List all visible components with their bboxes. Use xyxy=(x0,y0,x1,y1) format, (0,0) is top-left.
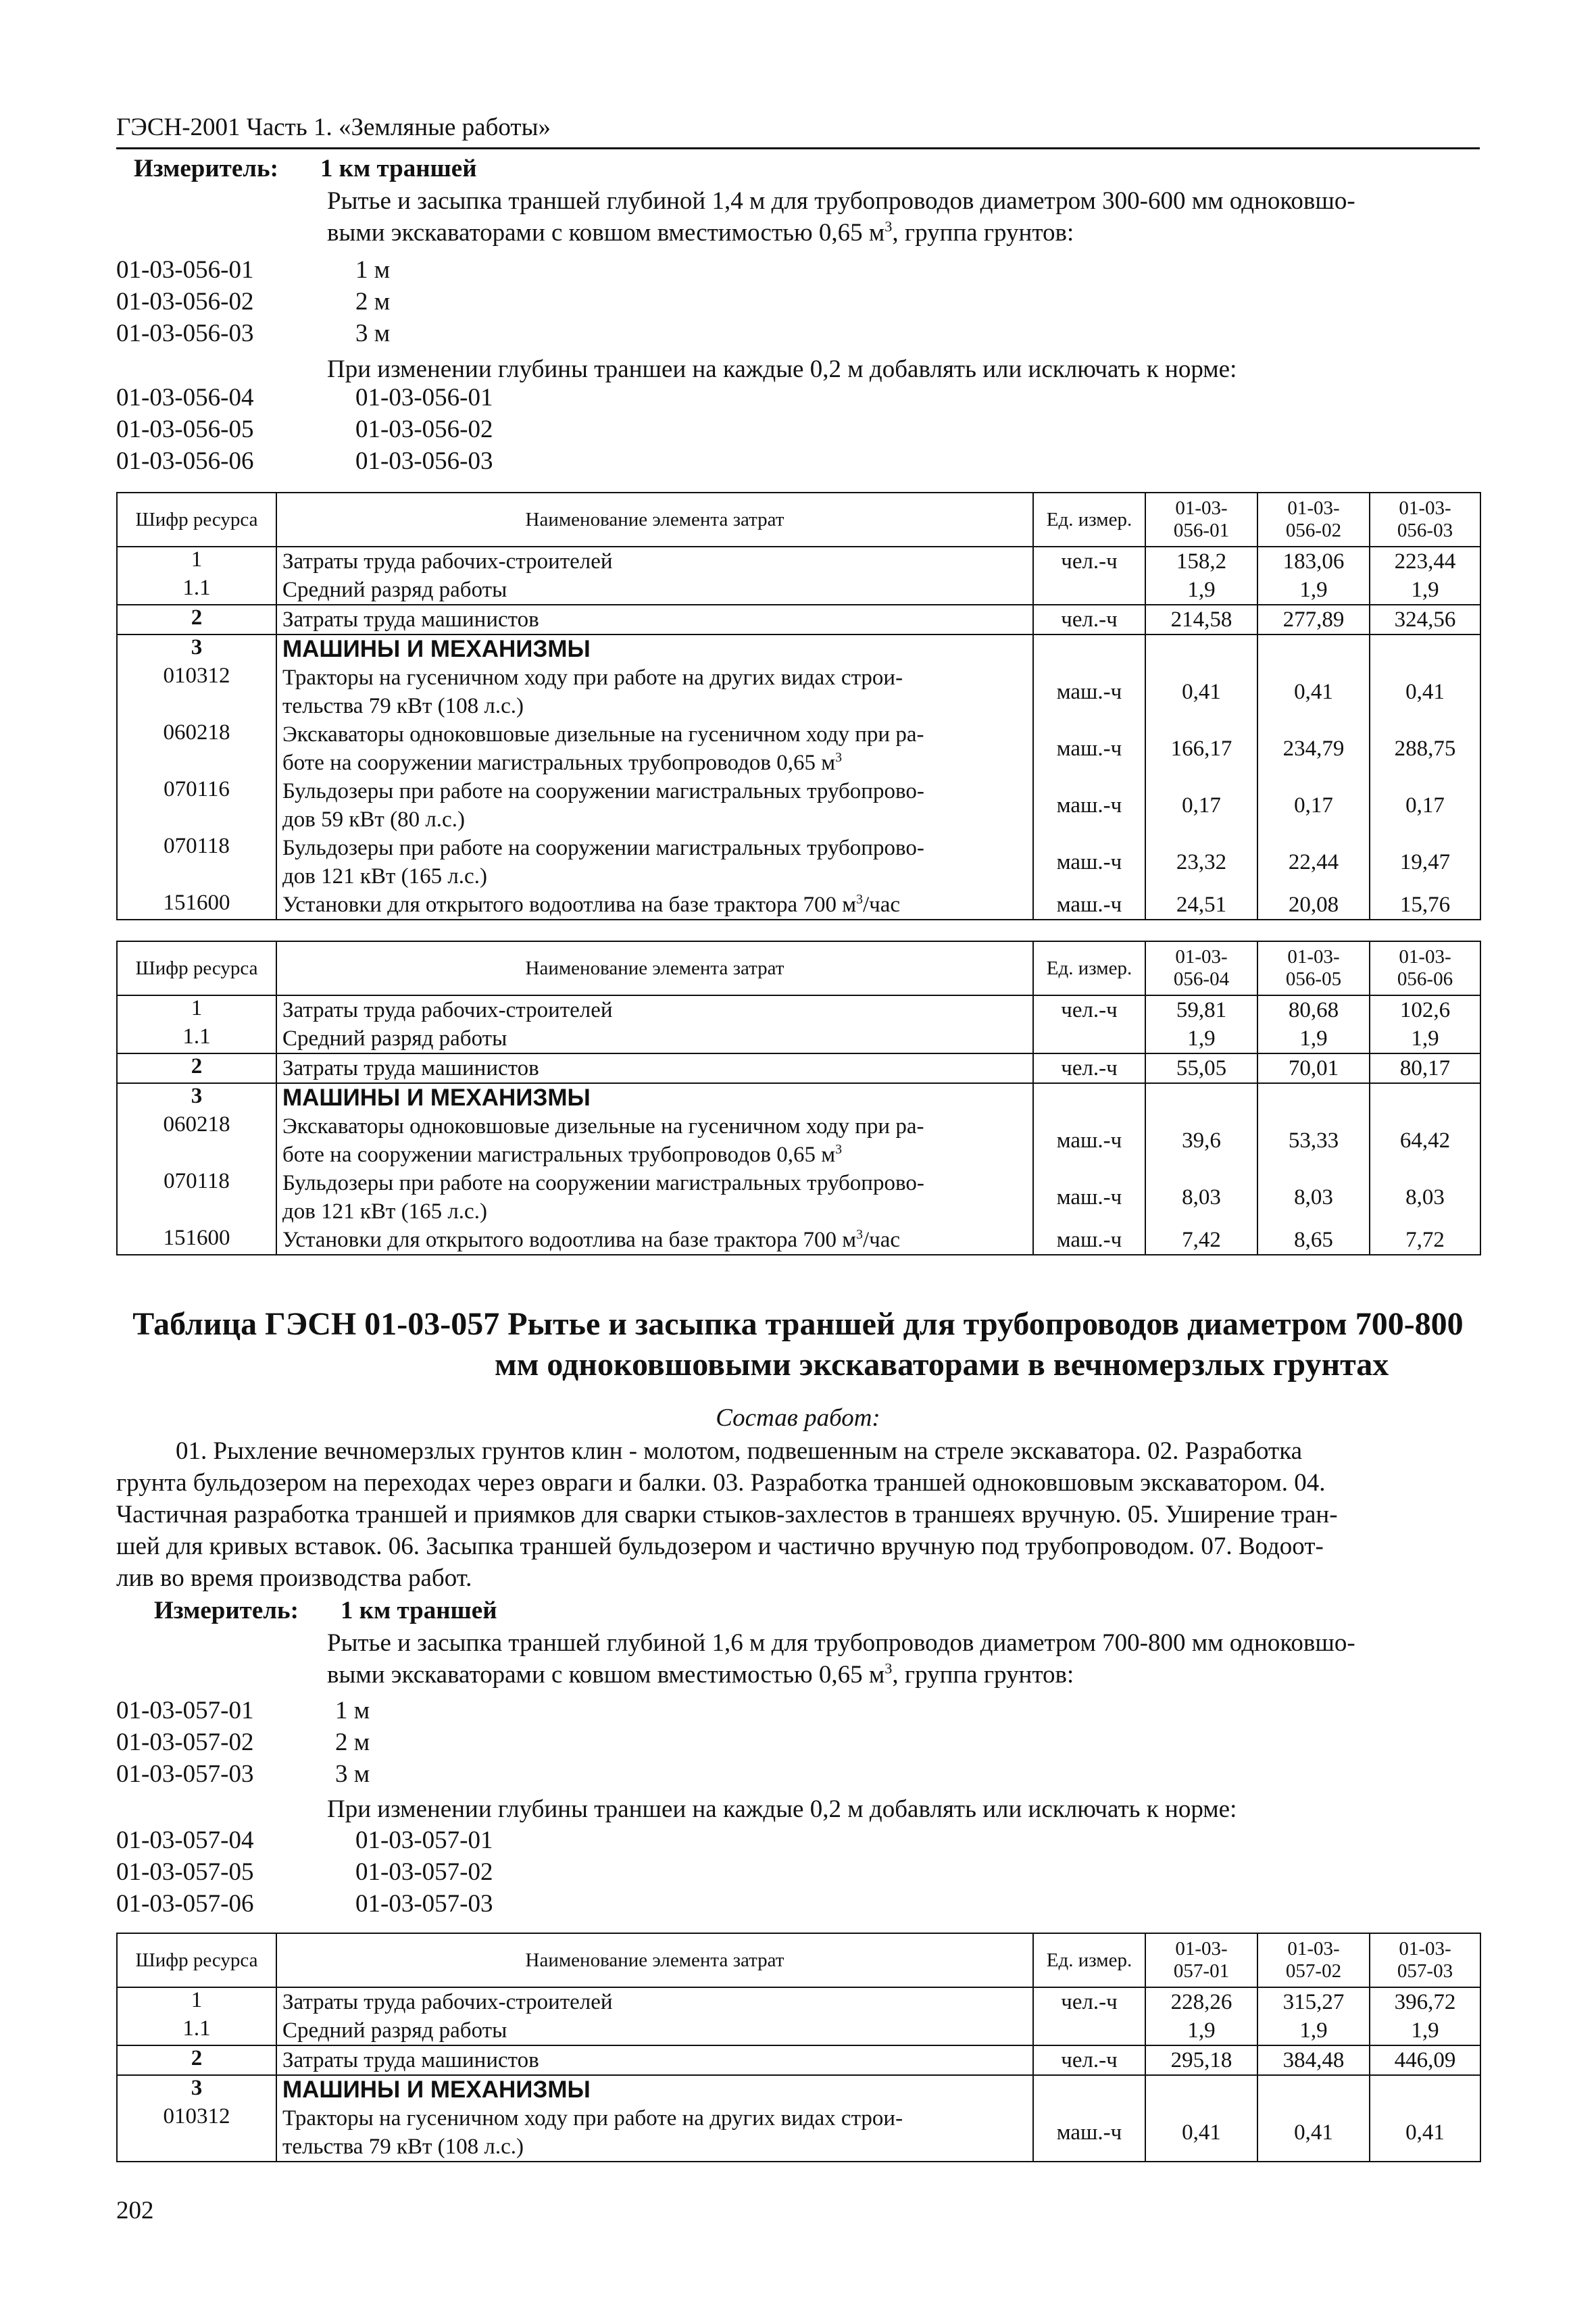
norm-code: 01-03-057-01 xyxy=(116,1697,254,1724)
table-title: Таблица ГЭСН 01-03-057 Рытье и засыпка траншей для трубопроводов диаметром 700-800 мм одноковшовыми экскаваторами в вечномерзлых грунтах xyxy=(132,1306,1464,1383)
table-row: 151600 Установки для открытого водоотлива на базе трактора 700 $м^3$/час маш.-ч 7,42 8,65 7,72 xyxy=(117,1226,1480,1255)
table-row: 010312 Тракторы на гусеничном ходу при работе на других видах строи- тельства 79 кВт (108 л.с.) маш.-ч 0,41 0,41 0,41 xyxy=(117,664,1480,720)
col-header-name: Наименование элемента затрат xyxy=(276,493,1033,547)
col-header-norm: 01-03- 056-03 xyxy=(1370,493,1480,547)
table-row: 1.1 Средний разряд работы 1,9 1,9 1,9 xyxy=(117,1024,1480,1053)
running-header: ГЭСН-2001 Часть 1. «Земляные работы» xyxy=(116,112,1480,149)
norm-code: 01-03-056-04 xyxy=(116,384,254,412)
col-header-norm: 01-03- 057-03 xyxy=(1370,1933,1480,1987)
norm-table-056-01-03 xyxy=(116,492,1481,920)
table-row: 151600 Установки для открытого водоотлива на базе трактора 700 $м^3$/час маш.-ч 24,51 20,08 15,76 xyxy=(117,891,1480,920)
col-header-norm: 01-03- 056-05 xyxy=(1257,941,1370,995)
composition-text: 01. Рыхление вечномерзлых грунтов клин - молотом, подвешенным на стреле экскаватора. 02. Разработка xyxy=(176,1437,1303,1465)
table-row: 1.1 Средний разряд работы 1,9 1,9 1,9 xyxy=(117,576,1480,605)
table-row: 1.1 Средний разряд работы 1,9 1,9 1,9 xyxy=(117,2016,1480,2045)
norm-code: 01-03-056-02 xyxy=(116,288,254,316)
norm-code: 01-03-057-02 xyxy=(116,1728,254,1756)
norm-code: 01-03-057-06 xyxy=(116,1890,254,1918)
norm-value: 3 м xyxy=(355,320,391,347)
norm-code: 01-03-056-01 xyxy=(116,256,254,284)
description-line: Рытье и засыпка траншей глубиной 1,4 м для трубопроводов диаметром 300-600 мм одноковшо- xyxy=(327,187,1355,215)
norm-value: 2 м xyxy=(335,1728,370,1756)
norm-value: 2 м xyxy=(355,288,391,316)
col-header-code: Шифр ресурса xyxy=(117,1933,276,1987)
table-row: 3 МАШИНЫ И МЕХАНИЗМЫ xyxy=(117,1083,1480,1112)
table-row: 060218 Экскаваторы одноковшовые дизельные на гусеничном ходу при ра- боте на сооружении магистральных трубопроводов 0,65 $м^3$ маш.-ч 39,6 53,33 64,42 xyxy=(117,1112,1480,1169)
composition-text: Частичная разработка траншей и приямков для сварки стыков-захлестов в траншеях вручную. 05. Уширение тран- xyxy=(116,1501,1338,1528)
table-row: 2 Затраты труда машинистов чел.-ч 214,58 277,89 324,56 xyxy=(117,605,1480,634)
measure-value: 1 км траншей xyxy=(341,1597,497,1624)
table-row: 070118 Бульдозеры при работе на сооружении магистральных трубопрово- дов 121 кВт (165 л.с.) маш.-ч 8,03 8,03 8,03 xyxy=(117,1169,1480,1226)
composition-text: грунта бульдозером на переходах через овраги и балки. 03. Разработка траншей одноковшовым экскаватором. 04. xyxy=(116,1469,1326,1497)
table-row: 070116 Бульдозеры при работе на сооружении магистральных трубопрово- дов 59 кВт (80 л.с.) маш.-ч 0,17 0,17 0,17 xyxy=(117,777,1480,834)
table-row: 1 Затраты труда рабочих-строителей чел.-ч 228,26 315,27 396,72 xyxy=(117,1987,1480,2016)
table-row: 3 МАШИНЫ И МЕХАНИЗМЫ xyxy=(117,634,1480,664)
norm-ref: 01-03-057-02 xyxy=(355,1858,493,1886)
norm-value: 1 м xyxy=(335,1697,370,1724)
col-header-norm: 01-03- 056-06 xyxy=(1370,941,1480,995)
measure-label: Измеритель: xyxy=(134,155,278,182)
norm-table-056-04-06 xyxy=(116,941,1481,1255)
page-number: 202 xyxy=(116,2197,154,2224)
norm-ref: 01-03-056-02 xyxy=(355,416,493,443)
norm-ref: 01-03-056-03 xyxy=(355,447,493,475)
col-header-unit: Ед. измер. xyxy=(1033,493,1145,547)
description-line: выми экскаваторами с ковшом вместимостью 0,65 $м^3$, группа грунтов: xyxy=(327,1660,1074,1689)
norm-code: 01-03-057-04 xyxy=(116,1826,254,1854)
table-row: 1 Затраты труда рабочих-строителей чел.-ч 158,2 183,06 223,44 xyxy=(117,547,1480,576)
col-header-norm: 01-03- 056-01 xyxy=(1145,493,1257,547)
table-row: 010312 Тракторы на гусеничном ходу при работе на других видах строи- тельства 79 кВт (108 л.с.) маш.-ч 0,41 0,41 0,41 xyxy=(117,2104,1480,2162)
norm-code: 01-03-056-06 xyxy=(116,447,254,475)
table-row: 070118 Бульдозеры при работе на сооружении магистральных трубопрово- дов 121 кВт (165 л.с.) маш.-ч 23,32 22,44 19,47 xyxy=(117,834,1480,891)
norm-value: 3 м xyxy=(335,1760,370,1788)
description-line: выми экскаваторами с ковшом вместимостью 0,65 $м^3$, группа грунтов: xyxy=(327,218,1074,247)
norm-value: 1 м xyxy=(355,256,391,284)
description-line: Рытье и засыпка траншей глубиной 1,6 м для трубопроводов диаметром 700-800 мм одноковшо- xyxy=(327,1629,1355,1657)
col-header-unit: Ед. измер. xyxy=(1033,1933,1145,1987)
norm-ref: 01-03-057-03 xyxy=(355,1890,493,1918)
col-header-norm: 01-03- 056-02 xyxy=(1257,493,1370,547)
table-row: 2 Затраты труда машинистов чел.-ч 295,18 384,48 446,09 xyxy=(117,2045,1480,2075)
norm-table-057-01-03 xyxy=(116,1933,1481,2162)
col-header-norm: 01-03- 057-02 xyxy=(1257,1933,1370,1987)
norm-code: 01-03-057-03 xyxy=(116,1760,254,1788)
col-header-code: Шифр ресурса xyxy=(117,941,276,995)
col-header-norm: 01-03- 056-04 xyxy=(1145,941,1257,995)
measure-value: 1 км траншей xyxy=(320,155,477,182)
change-note: При изменении глубины траншеи на каждые 0,2 м добавлять или исключать к норме: xyxy=(327,1795,1237,1823)
table-row: 2 Затраты труда машинистов чел.-ч 55,05 70,01 80,17 xyxy=(117,1053,1480,1083)
table-row: 060218 Экскаваторы одноковшовые дизельные на гусеничном ходу при ра- боте на сооружении магистральных трубопроводов 0,65 $м^3$ маш.-ч 166,17 234,79 288,75 xyxy=(117,720,1480,777)
table-row: 1 Затраты труда рабочих-строителей чел.-ч 59,81 80,68 102,6 xyxy=(117,995,1480,1024)
col-header-name: Наименование элемента затрат xyxy=(276,941,1033,995)
col-header-norm: 01-03- 057-01 xyxy=(1145,1933,1257,1987)
measure-label: Измеритель: xyxy=(154,1597,299,1624)
norm-ref: 01-03-057-01 xyxy=(355,1826,493,1854)
change-note: При изменении глубины траншеи на каждые 0,2 м добавлять или исключать к норме: xyxy=(327,355,1237,383)
col-header-code: Шифр ресурса xyxy=(117,493,276,547)
composition-heading: Состав работ: xyxy=(716,1404,880,1432)
norm-ref: 01-03-056-01 xyxy=(355,384,493,412)
norm-code: 01-03-057-05 xyxy=(116,1858,254,1886)
col-header-unit: Ед. измер. xyxy=(1033,941,1145,995)
norm-code: 01-03-056-03 xyxy=(116,320,254,347)
table-row: 3 МАШИНЫ И МЕХАНИЗМЫ xyxy=(117,2075,1480,2104)
col-header-name: Наименование элемента затрат xyxy=(276,1933,1033,1987)
composition-text: лив во время производства работ. xyxy=(116,1564,472,1592)
composition-text: шей для кривых вставок. 06. Засыпка траншей бульдозером и частично вручную под трубопроводом. 07. Водоот- xyxy=(116,1533,1324,1560)
norm-code: 01-03-056-05 xyxy=(116,416,254,443)
